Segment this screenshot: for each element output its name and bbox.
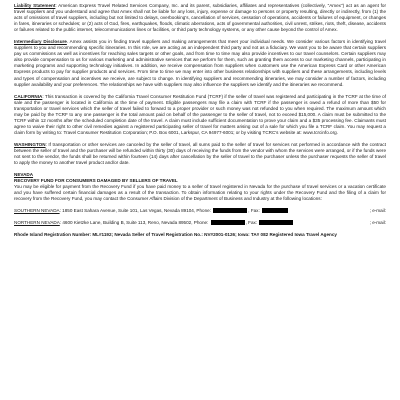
northern-nevada-fax-label: , Fax: bbox=[245, 220, 259, 226]
redacted-fax bbox=[262, 208, 288, 213]
southern-nevada-fax-label: , Fax: bbox=[248, 208, 262, 214]
northern-nevada-email-label: ; e-mail: bbox=[369, 220, 386, 226]
nevada-label: NEVADA bbox=[14, 172, 34, 178]
northern-nevada-address: : 4600 Kietzke Lane, Building B, Suite 113, Reno, Nevada 89502, Phone: bbox=[59, 220, 210, 226]
southern-nevada-contact bbox=[14, 208, 386, 214]
liability-text: : American Express Travel Related Services Company, Inc. and its parent, subsidiaries, affiliates and representatives (collectively, "Amex") act as an agent for travel suppliers and you understand and agree that Amex shall not be liable for any loss, injury, expense or damage to persons or property resulting, directly or indirectly, from (1) the acts of omissions of travel suppliers, including but not limited to delays, overbooking's, cancellation of services, cessation of operations, accidents or failures of equipment, or changes in fares, itineraries or schedules; or (2) acts of God, fires, earthquakes, floods, climatic aberrations, acts of governmental authorities, civil unrest, strikes, riots, theft, disease, accidents or failures related to the public internet, telecommunications lines or facilities, or third party technology systems, or any other cause beyond the control of Amex. bbox=[14, 3, 386, 33]
registration-footer: Rhode Island Registration Number: ML#1192; Nevada Seller of Travel Registration No.: NV#2001-0126; Iowa: TA# 082 Registered Iowa Travel Agency bbox=[14, 232, 337, 238]
washington-disclosure bbox=[14, 142, 386, 166]
southern-nevada-label: SOUTHERN NEVADA bbox=[14, 208, 60, 214]
liability-statement bbox=[14, 3, 386, 33]
washington-label: WASHINGTON bbox=[14, 141, 46, 147]
nevada-disclosure bbox=[14, 172, 386, 202]
intermediary-label: Intermediary Disclosure bbox=[14, 39, 67, 45]
washington-text: : If transportation or other services are canceled by the seller of travel, all sums paid to the seller of travel for services not performed in accordance with the contract between the seller of travel and the purchaser will be refunded within thirty (30) days of receiving the funds from the vendor with whom the services were arranged, or if the funds were not sent to the vendor, the funds shall be returned within fourteen (14) days after cancellation by the seller of travel to the purchaser unless the purchaser requests the seller of travel to apply the money to another travel product and/or date. bbox=[14, 141, 386, 166]
redacted-fax bbox=[259, 220, 293, 225]
redacted-phone bbox=[213, 208, 247, 213]
nevada-fund-heading: RECOVERY FUND FOR CONSUMERS DAMAGED BY SELLERS OF TRAVEL bbox=[14, 178, 178, 184]
northern-nevada-label: NORTHERN NEVADA bbox=[14, 220, 60, 226]
southern-nevada-email-label: ; e-mail: bbox=[369, 208, 386, 214]
california-disclosure bbox=[14, 94, 386, 136]
northern-nevada-contact bbox=[14, 220, 386, 226]
california-label: CALIFORNIA bbox=[14, 93, 43, 99]
intermediary-text: . Amex assists you in finding travel suppliers and making arrangements that meet your individual needs. We consider various factors in identifying travel suppliers to you and recommending specific itineraries. In this role, we are acting as an independent third party and not as a fiduciary. We want you to be aware that certain suppliers pay us commissions as well as incentives for reaching sales targets or other goals, and from time to time may also provide incentives to our travel counselors. Certain suppliers may also provide compensation to us for various marketing and administrative services that we perform for them, such as granting them access to our marketing channels, participating in marketing programs and supporting technology initiatives. In addition, we receive compensation from suppliers when customers use the American Express Card or other American Express products to pay for supplier products and services. From time to time we may enter into other business relationships with suppliers and these arrangements, including levels and types of compensation and incentives we receive, are subject to change. In identifying suppliers and recommending itineraries, we may consider a number of factors, including supplier availability and your preferences. The relationships we have with suppliers may also influence the suppliers we identify and the itineraries we recommend. bbox=[14, 39, 386, 87]
nevada-text: You may be eligible for payment from the Recovery Fund if you have paid money to a seller of travel registered in Nevada for the purchase of travel services or a vacation certificate and you have suffered certain financial damages as a result of the transaction. To obtain information relating to your rights under the Recovery Fund and the filing of a claim for recovery from the Recovery Fund, you may contact the Consumer Affairs Division of the Department of Business and Industry at the following locations: bbox=[14, 184, 386, 202]
redacted-phone bbox=[211, 220, 245, 225]
southern-nevada-address: : 1850 East Sahara Avenue, Suite 101, Las Vegas, Nevada 89104, Phone: bbox=[59, 208, 213, 214]
california-text: : This transaction is covered by the California Travel Consumer Restitution Fund (TCRF) if the seller of travel was registered and participating in the TCRF at the time of sale and the passenger is located in California at the time of payment. Eligible passengers may file a claim with TCRF if the passenger is owed a refund of more than $50 for transportation or travel services which the seller of travel failed to forward to a proper provider or such money was not refunded to you when required. The maximum amount which may be paid by the TCRF to any one passenger is the total amount paid on behalf of the passenger to the seller of travel, not to exceed $15,000. A claim must be submitted to the TCRF within 12 months after the scheduled completion date of the travel. A claim must include sufficient documentation to prove your claim and a $35 processing fee. Claimants must agree to waive their right to other civil remedies against a registered participating seller of travel for matters arising out of a sale for which you file a TCRF claim. You may request a claim form by writing to: Travel Consumer Restitution Corporation; P.O. Box 6001, Larkspur, CA 94977-6001; or by visiting TCRC's website at: www.tcrcinfo.org. bbox=[14, 93, 386, 135]
intermediary-disclosure bbox=[14, 39, 386, 87]
liability-label: Liability Statement bbox=[14, 3, 56, 8]
